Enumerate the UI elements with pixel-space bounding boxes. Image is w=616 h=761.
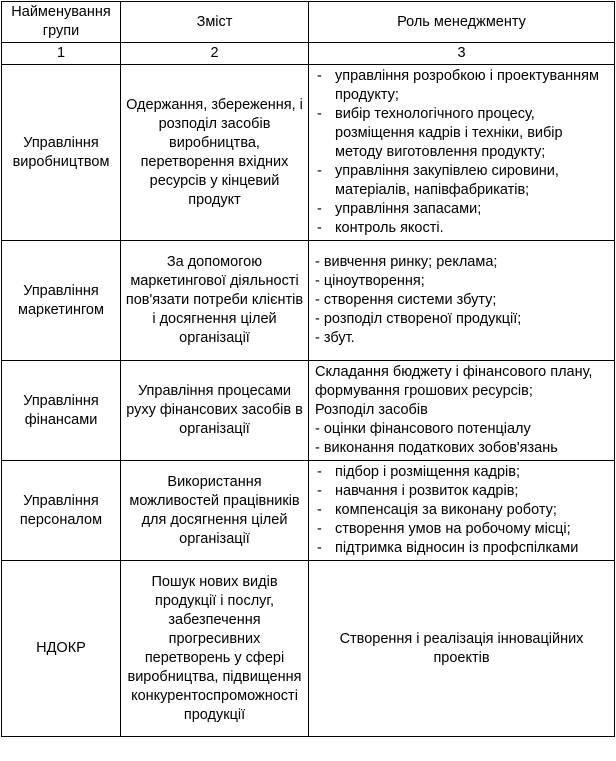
group-name-cell: НДОКР bbox=[2, 561, 121, 737]
group-name-cell: Управління виробництвом bbox=[2, 65, 121, 241]
role-list bbox=[315, 67, 612, 238]
column-number-row bbox=[2, 43, 615, 65]
role-item: - ціноутворення; bbox=[315, 273, 425, 289]
content-cell: Використання можливостей працівників для досягнення цілей організації bbox=[121, 461, 309, 561]
role-cell: Створення і реалізація інноваційних проектів bbox=[309, 561, 615, 737]
content-cell: Управління процесами руху фінансових засобів в організації bbox=[121, 361, 309, 461]
table-header-row bbox=[2, 2, 615, 43]
role-item: Складання бюджету і фінансового плану, формування грошових ресурсів; bbox=[315, 364, 593, 399]
content-cell: Одержання, збереження, і розподіл засобів виробництва, перетворення вхідних ресурсів у кінцевий продукт bbox=[121, 65, 309, 241]
role-item: - створення умов на робочому місці; bbox=[315, 520, 612, 539]
role-item: - вибір технологічного процесу, розміщення кадрів і техніки, вибір методу виготовлення продукту; bbox=[315, 105, 612, 162]
role-item: - управління запасами; bbox=[315, 200, 612, 219]
group-name-cell: Управління персоналом bbox=[2, 461, 121, 561]
role-item: - навчання і розвиток кадрів; bbox=[315, 482, 612, 501]
role-cell bbox=[309, 461, 615, 561]
header-content: Зміст bbox=[121, 2, 309, 43]
header-group-name: Найменування групи bbox=[2, 2, 121, 43]
role-cell bbox=[309, 241, 615, 361]
role-cell bbox=[309, 361, 615, 461]
role-item: - вивчення ринку; реклама; bbox=[315, 254, 498, 270]
role-list bbox=[315, 463, 612, 558]
role-list bbox=[315, 363, 612, 458]
role-item: - виконання податкових зобов'язань bbox=[315, 440, 558, 456]
role-item: - підбор і розміщення кадрів; bbox=[315, 463, 612, 482]
content-cell: Пошук нових видів продукції і послуг, забезпечення прогресивних перетворень у сфері виробництва, підвищення конкурентоспроможності продукції bbox=[121, 561, 309, 737]
header-management-role: Роль менеджменту bbox=[309, 2, 615, 43]
role-item: - управління розробкою і проектуванням продукту; bbox=[315, 67, 612, 105]
role-list bbox=[315, 253, 612, 348]
table-row bbox=[2, 241, 615, 361]
table-row bbox=[2, 561, 615, 737]
group-name-cell: Управління маркетингом bbox=[2, 241, 121, 361]
management-groups-table bbox=[1, 1, 615, 737]
role-item: - розподіл створеної продукції; bbox=[315, 311, 522, 327]
role-item: Розподіл засобів bbox=[315, 402, 428, 418]
table-row bbox=[2, 361, 615, 461]
group-name-cell: Управління фінансами bbox=[2, 361, 121, 461]
column-number: 3 bbox=[309, 43, 615, 65]
role-cell bbox=[309, 65, 615, 241]
table-row bbox=[2, 65, 615, 241]
table-row bbox=[2, 461, 615, 561]
role-item: - компенсація за виконану роботу; bbox=[315, 501, 612, 520]
column-number: 2 bbox=[121, 43, 309, 65]
role-item: - створення системи збуту; bbox=[315, 292, 497, 308]
role-item: - підтримка відносин із профспілками bbox=[315, 539, 612, 558]
content-cell: За допомогою маркетингової діяльності пов'язати потреби клієнтів і досягнення цілей організації bbox=[121, 241, 309, 361]
role-item: - управління закупівлею сировини, матеріалів, напівфабрикатів; bbox=[315, 162, 612, 200]
column-number: 1 bbox=[2, 43, 121, 65]
role-item: - збут. bbox=[315, 330, 355, 346]
role-item: - оцінки фінансового потенціалу bbox=[315, 421, 531, 437]
role-item: - контроль якості. bbox=[315, 219, 612, 238]
